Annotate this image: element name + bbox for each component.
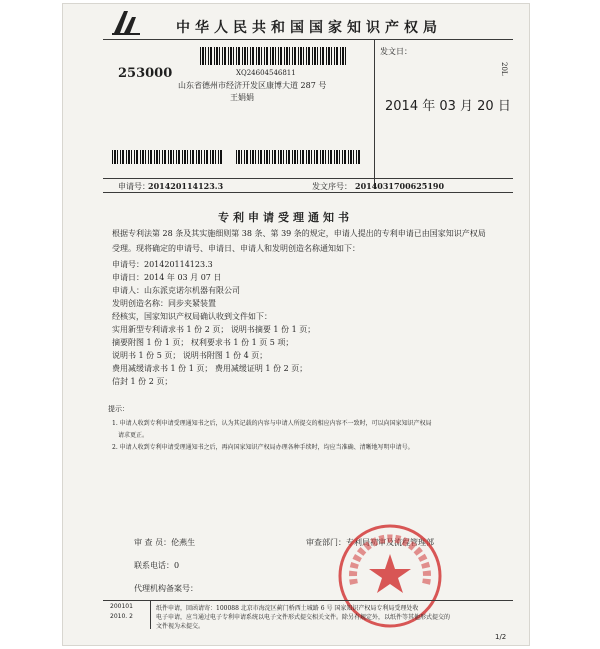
hint-1-line-1: 1. 申请人收到专利申请受理通知书之后，认为其记载的内容与申请人所提交的相应内容不一致时，可以向国家知识产权局 [112,420,432,427]
cnipa-logo-icon [108,7,144,37]
document-item: 摘要附图 1 份 1 页； 权利要求书 1 份 1 页 5 项； [112,338,294,347]
examiner: 审 查 员：伦燕生 [134,538,196,547]
serial-no-label: 发文序号： [312,182,352,191]
intro-line-2: 受理。现将确定的申请号、申请日、申请人和发明创造名称通知如下： [112,244,360,253]
field-applicant: 申请人：山东派克诺尔机器有限公司 [112,286,240,295]
bottom-barcode-left [112,150,222,164]
application-no: 201420114123.3 [148,181,224,191]
application-no-label: 申请号： [118,182,150,191]
document-item: 费用减缓请求书 1 份 1 页； 费用减缓证明 1 份 2 页； [112,364,308,373]
application-rule [103,192,513,193]
verified-intro: 经核实，国家知识产权局确认收到文件如下： [112,312,272,321]
tracking-code: XQ24604546811 [236,69,296,77]
recipient-name: 王娟娟 [230,93,254,102]
footer-rule [103,600,513,601]
notice-title: 专利申请受理通知书 [218,211,353,224]
issue-date-label: 发文日： [380,47,412,56]
header-rule [103,39,513,40]
document-item: 信封 1 份 2 页； [112,377,173,386]
side-code: 20L [500,62,508,76]
intro-line-1: 根据专利法第 28 条及其实施细则第 38 条、第 39 条的规定，申请人提出的专利申请已由国家知识产权局 [112,229,486,238]
address-barcode [200,47,348,65]
field-application-no: 申请号：201420114123.3 [112,260,213,269]
footer-divider [150,600,151,629]
header-divider [374,39,375,189]
hint-2: 2. 申请人收到专利申请受理通知书之后，再向国家知识产权局办理各种手续时，均应当准确、清晰地写明申请号。 [112,444,414,451]
review-department: 审查部门：专利局初审及流程管理部 [306,538,434,547]
postcode: 253000 [118,66,173,81]
contact-phone: 联系电话：0 [134,561,180,570]
hint-1-line-2: 请求更正。 [118,432,149,439]
document-item: 说明书 1 份 5 页； 说明书附图 1 份 4 页； [112,351,268,360]
serial-no: 2014031700625190 [355,181,445,191]
field-application-date: 申请日：2014 年 03 月 07 日 [112,273,222,282]
mailing-address: 山东省德州市经济开发区康博大道 287 号 [178,81,327,90]
field-invention-name: 发明创造名称：同步夹紧装置 [112,299,216,308]
footer-line-1: 纸件申请，回函请寄：100088 北京市海淀区蓟门桥西土城路 6 号 国家知识产权局专利局受理处收 [156,605,419,612]
document-item: 实用新型专利请求书 1 份 2 页； 说明书摘要 1 份 1 页； [112,325,316,334]
header-bottom-rule [103,178,513,179]
footer-code-2: 2010. 2 [110,613,133,620]
hints-label: 提示： [108,405,129,413]
page-number: 1/2 [495,633,507,641]
office-name: 中华人民共和国国家知识产权局 [176,20,442,36]
footer-line-3: 文件视为未提交。 [156,623,205,630]
footer-line-2: 电子申请，应当通过电子专利申请系统以电子文件形式提交相关文件。除另有规定外，以纸件等其他形式提交的 [156,614,451,621]
agent-filing-no: 代理机构备案号： [134,584,198,593]
issue-date: 2014 年 03 月 20 日 [385,99,511,114]
bottom-barcode-right [236,150,360,164]
footer-code-1: 200101 [110,603,133,610]
